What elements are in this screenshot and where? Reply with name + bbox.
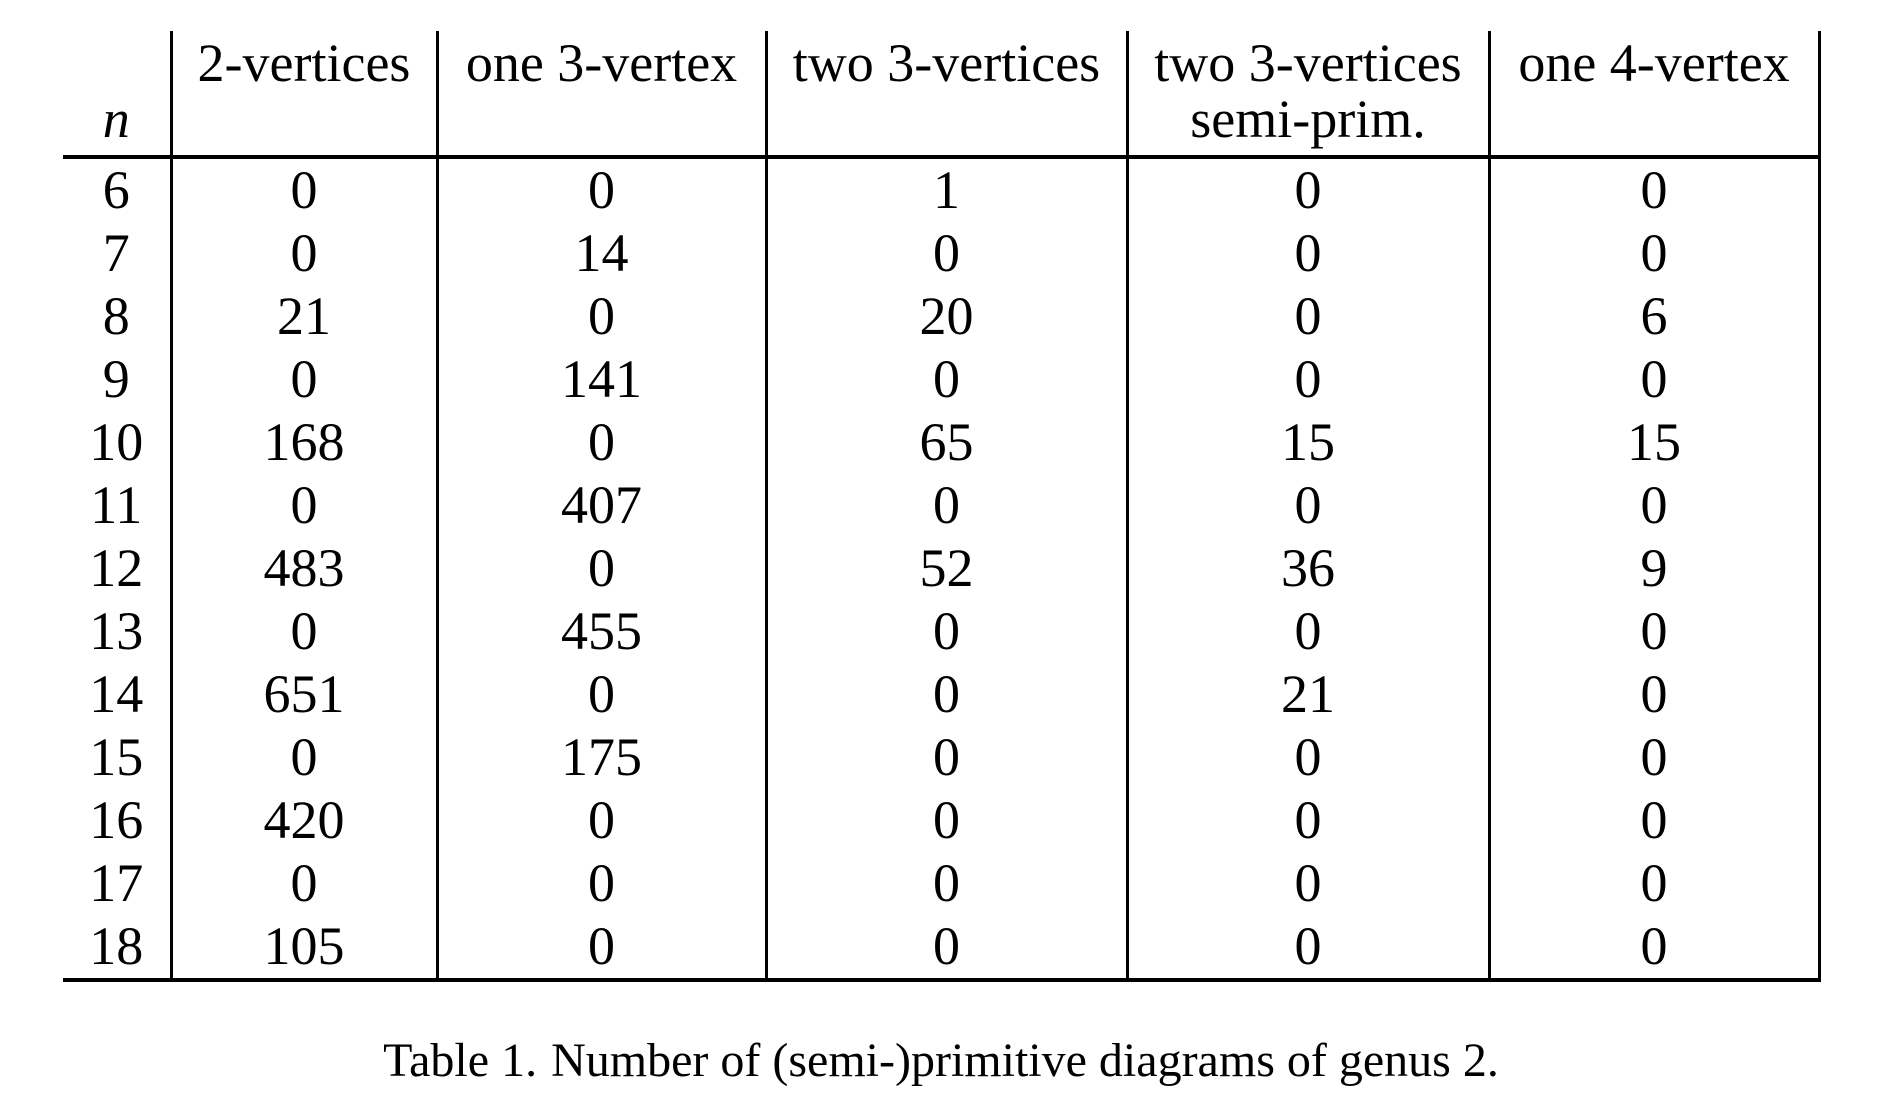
table-row <box>63 411 1819 474</box>
column-header-two-3-vertices-semi-prim <box>1127 31 1489 157</box>
cell-two-3-vertices-semi-prim: 0 <box>1127 348 1489 411</box>
cell-2-vertices: 105 <box>171 915 437 980</box>
cell-one-3-vertex: 0 <box>437 789 766 852</box>
cell-one-3-vertex: 0 <box>437 663 766 726</box>
cell-2-vertices: 168 <box>171 411 437 474</box>
cell-two-3-vertices-semi-prim: 0 <box>1127 222 1489 285</box>
header-row <box>63 31 1819 157</box>
cell-one-3-vertex: 14 <box>437 222 766 285</box>
cell-one-3-vertex: 0 <box>437 537 766 600</box>
header-line-blank <box>768 91 1126 147</box>
cell-one-3-vertex: 175 <box>437 726 766 789</box>
cell-2-vertices: 21 <box>171 285 437 348</box>
cell-two-3-vertices: 65 <box>766 411 1127 474</box>
cell-two-3-vertices: 0 <box>766 789 1127 852</box>
table-row <box>63 726 1819 789</box>
cell-two-3-vertices: 52 <box>766 537 1127 600</box>
header-label-two-3-vertices: two 3-vertices <box>792 33 1101 93</box>
cell-n: 8 <box>63 285 171 348</box>
cell-two-3-vertices: 0 <box>766 474 1127 537</box>
cell-n: 16 <box>63 789 171 852</box>
cell-2-vertices: 651 <box>171 663 437 726</box>
column-header-one-4-vertex <box>1489 31 1819 157</box>
cell-n: 6 <box>63 157 171 222</box>
cell-n: 7 <box>63 222 171 285</box>
cell-one-4-vertex: 0 <box>1489 915 1819 980</box>
header-line-blank <box>1491 91 1818 147</box>
cell-2-vertices: 0 <box>171 157 437 222</box>
cell-two-3-vertices: 0 <box>766 915 1127 980</box>
cell-one-3-vertex: 0 <box>437 157 766 222</box>
cell-one-3-vertex: 0 <box>437 852 766 915</box>
header-label-one-4-vertex: one 4-vertex <box>1518 33 1790 93</box>
cell-two-3-vertices: 20 <box>766 285 1127 348</box>
table-row <box>63 663 1819 726</box>
cell-one-3-vertex: 0 <box>437 411 766 474</box>
cell-two-3-vertices: 0 <box>766 852 1127 915</box>
cell-one-4-vertex: 0 <box>1489 789 1819 852</box>
caption-text: Number of (semi-)primitive diagrams of genus 2. <box>551 1034 1499 1087</box>
column-header-2-vertices <box>171 31 437 157</box>
cell-two-3-vertices: 0 <box>766 600 1127 663</box>
cell-two-3-vertices-semi-prim: 0 <box>1127 474 1489 537</box>
column-header-one-3-vertex <box>437 31 766 157</box>
cell-n: 17 <box>63 852 171 915</box>
cell-two-3-vertices-semi-prim: 0 <box>1127 915 1489 980</box>
header-line-blank <box>439 91 765 147</box>
cell-one-4-vertex: 0 <box>1489 222 1819 285</box>
cell-one-4-vertex: 0 <box>1489 348 1819 411</box>
cell-n: 12 <box>63 537 171 600</box>
cell-n: 18 <box>63 915 171 980</box>
cell-one-3-vertex: 141 <box>437 348 766 411</box>
table-row <box>63 915 1819 980</box>
cell-one-4-vertex: 0 <box>1489 157 1819 222</box>
cell-two-3-vertices: 0 <box>766 726 1127 789</box>
cell-one-4-vertex: 0 <box>1489 474 1819 537</box>
cell-two-3-vertices-semi-prim: 36 <box>1127 537 1489 600</box>
cell-n: 10 <box>63 411 171 474</box>
cell-two-3-vertices-semi-prim: 21 <box>1127 663 1489 726</box>
cell-one-4-vertex: 0 <box>1489 852 1819 915</box>
table-row <box>63 348 1819 411</box>
cell-one-4-vertex: 0 <box>1489 726 1819 789</box>
cell-two-3-vertices-semi-prim: 0 <box>1127 157 1489 222</box>
cell-one-3-vertex: 407 <box>437 474 766 537</box>
cell-two-3-vertices: 0 <box>766 663 1127 726</box>
table-row <box>63 285 1819 348</box>
table-row <box>63 222 1819 285</box>
cell-one-4-vertex: 9 <box>1489 537 1819 600</box>
results-table <box>63 31 1821 982</box>
cell-one-4-vertex: 15 <box>1489 411 1819 474</box>
cell-two-3-vertices: 1 <box>766 157 1127 222</box>
table-row <box>63 157 1819 222</box>
cell-one-4-vertex: 0 <box>1489 663 1819 726</box>
cell-one-3-vertex: 0 <box>437 915 766 980</box>
cell-n: 14 <box>63 663 171 726</box>
cell-one-3-vertex: 455 <box>437 600 766 663</box>
table-row <box>63 537 1819 600</box>
cell-one-3-vertex: 0 <box>437 285 766 348</box>
header-line-blank <box>63 35 170 91</box>
cell-2-vertices: 0 <box>171 600 437 663</box>
header-label-semi-prim: semi-prim. <box>1190 89 1426 149</box>
cell-2-vertices: 0 <box>171 222 437 285</box>
cell-n: 11 <box>63 474 171 537</box>
cell-two-3-vertices-semi-prim: 15 <box>1127 411 1489 474</box>
cell-one-4-vertex: 6 <box>1489 285 1819 348</box>
cell-two-3-vertices-semi-prim: 0 <box>1127 600 1489 663</box>
cell-2-vertices: 0 <box>171 474 437 537</box>
table-row <box>63 789 1819 852</box>
table-caption <box>63 1032 1819 1090</box>
cell-2-vertices: 0 <box>171 348 437 411</box>
cell-one-4-vertex: 0 <box>1489 600 1819 663</box>
header-label-2-vertices: 2-vertices <box>197 33 411 93</box>
cell-n: 15 <box>63 726 171 789</box>
header-label-one-3-vertex: one 3-vertex <box>465 33 738 93</box>
cell-2-vertices: 0 <box>171 852 437 915</box>
cell-two-3-vertices: 0 <box>766 348 1127 411</box>
cell-two-3-vertices-semi-prim: 0 <box>1127 789 1489 852</box>
cell-n: 9 <box>63 348 171 411</box>
table-row <box>63 474 1819 537</box>
cell-two-3-vertices: 0 <box>766 222 1127 285</box>
column-header-two-3-vertices <box>766 31 1127 157</box>
table-row <box>63 852 1819 915</box>
table-row <box>63 600 1819 663</box>
caption-label: Table 1. <box>383 1034 538 1087</box>
cell-two-3-vertices-semi-prim: 0 <box>1127 726 1489 789</box>
column-header-n <box>63 31 171 157</box>
cell-two-3-vertices-semi-prim: 0 <box>1127 285 1489 348</box>
table-header <box>63 31 1819 157</box>
genus-2-diagram-table <box>63 31 1821 982</box>
cell-n: 13 <box>63 600 171 663</box>
cell-2-vertices: 0 <box>171 726 437 789</box>
header-label-two-3-vertices: two 3-vertices <box>1154 33 1462 93</box>
table-body <box>63 157 1819 980</box>
cell-two-3-vertices-semi-prim: 0 <box>1127 852 1489 915</box>
cell-2-vertices: 483 <box>171 537 437 600</box>
header-label-n: n <box>102 89 130 149</box>
header-line-blank <box>173 91 436 147</box>
cell-2-vertices: 420 <box>171 789 437 852</box>
